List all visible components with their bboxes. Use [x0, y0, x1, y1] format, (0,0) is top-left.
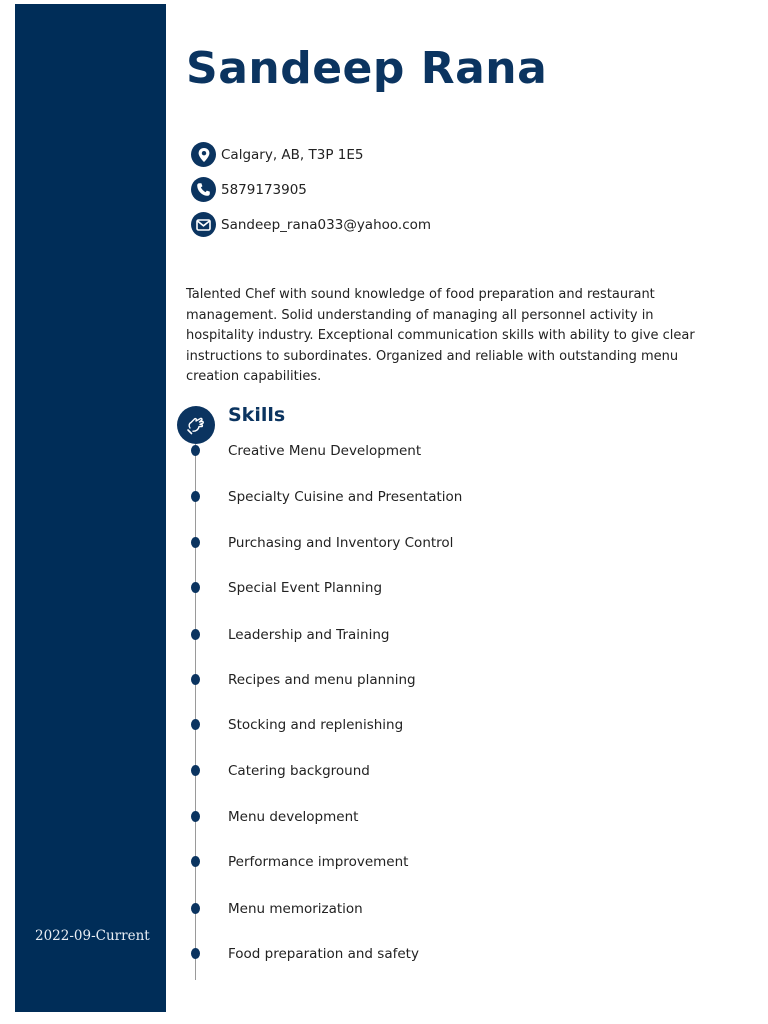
skill-item	[0, 578, 768, 598]
skill-item	[0, 533, 768, 553]
timeline-dot	[191, 674, 200, 685]
timeline-dot	[191, 765, 200, 776]
skill-label: Food preparation and safety	[228, 946, 419, 962]
skill-label: Performance improvement	[228, 854, 409, 870]
skill-label: Menu development	[228, 809, 359, 825]
timeline-dot	[191, 856, 200, 867]
skill-label: Specialty Cuisine and Presentation	[228, 489, 463, 505]
experience-date: 2022-09-Current	[35, 928, 150, 944]
timeline-dot	[191, 948, 200, 959]
timeline-dot	[191, 445, 200, 456]
timeline-dot	[191, 582, 200, 593]
skill-item	[0, 625, 768, 645]
timeline-dot	[191, 537, 200, 548]
skill-item	[0, 899, 768, 919]
address-text: Calgary, AB, T3P 1E5	[221, 146, 364, 163]
skill-item	[0, 670, 768, 690]
envelope-icon	[191, 212, 216, 237]
skill-item	[0, 715, 768, 735]
skill-label: Menu memorization	[228, 901, 363, 917]
skill-item	[0, 761, 768, 781]
skill-item	[0, 852, 768, 872]
phone-icon	[191, 177, 216, 202]
professional-summary: Talented Chef with sound knowledge of food preparation and restaurant management. Solid understanding of managing all personnel activity in hospitality industry. Exceptional communication skills with ability to give clear instructions to subordinates. Organized and reliable with outstanding menu creation capabilities.	[186, 287, 695, 385]
skill-label: Leadership and Training	[228, 627, 390, 643]
skill-label: Creative Menu Development	[228, 443, 422, 459]
timeline-dot	[191, 719, 200, 730]
contact-email	[191, 212, 431, 237]
email-text: Sandeep_rana033@yahoo.com	[221, 216, 432, 233]
timeline-dot	[191, 491, 200, 502]
contact-phone	[191, 177, 307, 202]
skill-item	[0, 487, 768, 507]
skills-heading: Skills	[228, 404, 286, 426]
timeline-dot	[191, 629, 200, 640]
skill-item	[0, 944, 768, 964]
timeline-dot	[191, 811, 200, 822]
skill-item	[0, 807, 768, 827]
skill-item	[0, 441, 768, 461]
phone-text: 5879173905	[221, 181, 307, 198]
candidate-name: Sandeep Rana	[186, 43, 548, 94]
skill-label: Catering background	[228, 763, 370, 779]
contact-address	[191, 142, 363, 167]
hand-gear-icon	[177, 406, 215, 444]
timeline-dot	[191, 903, 200, 914]
skill-label: Recipes and menu planning	[228, 672, 416, 688]
skill-label: Special Event Planning	[228, 580, 383, 596]
location-pin-icon	[191, 142, 216, 167]
skill-label: Stocking and replenishing	[228, 717, 404, 733]
skill-label: Purchasing and Inventory Control	[228, 535, 454, 551]
